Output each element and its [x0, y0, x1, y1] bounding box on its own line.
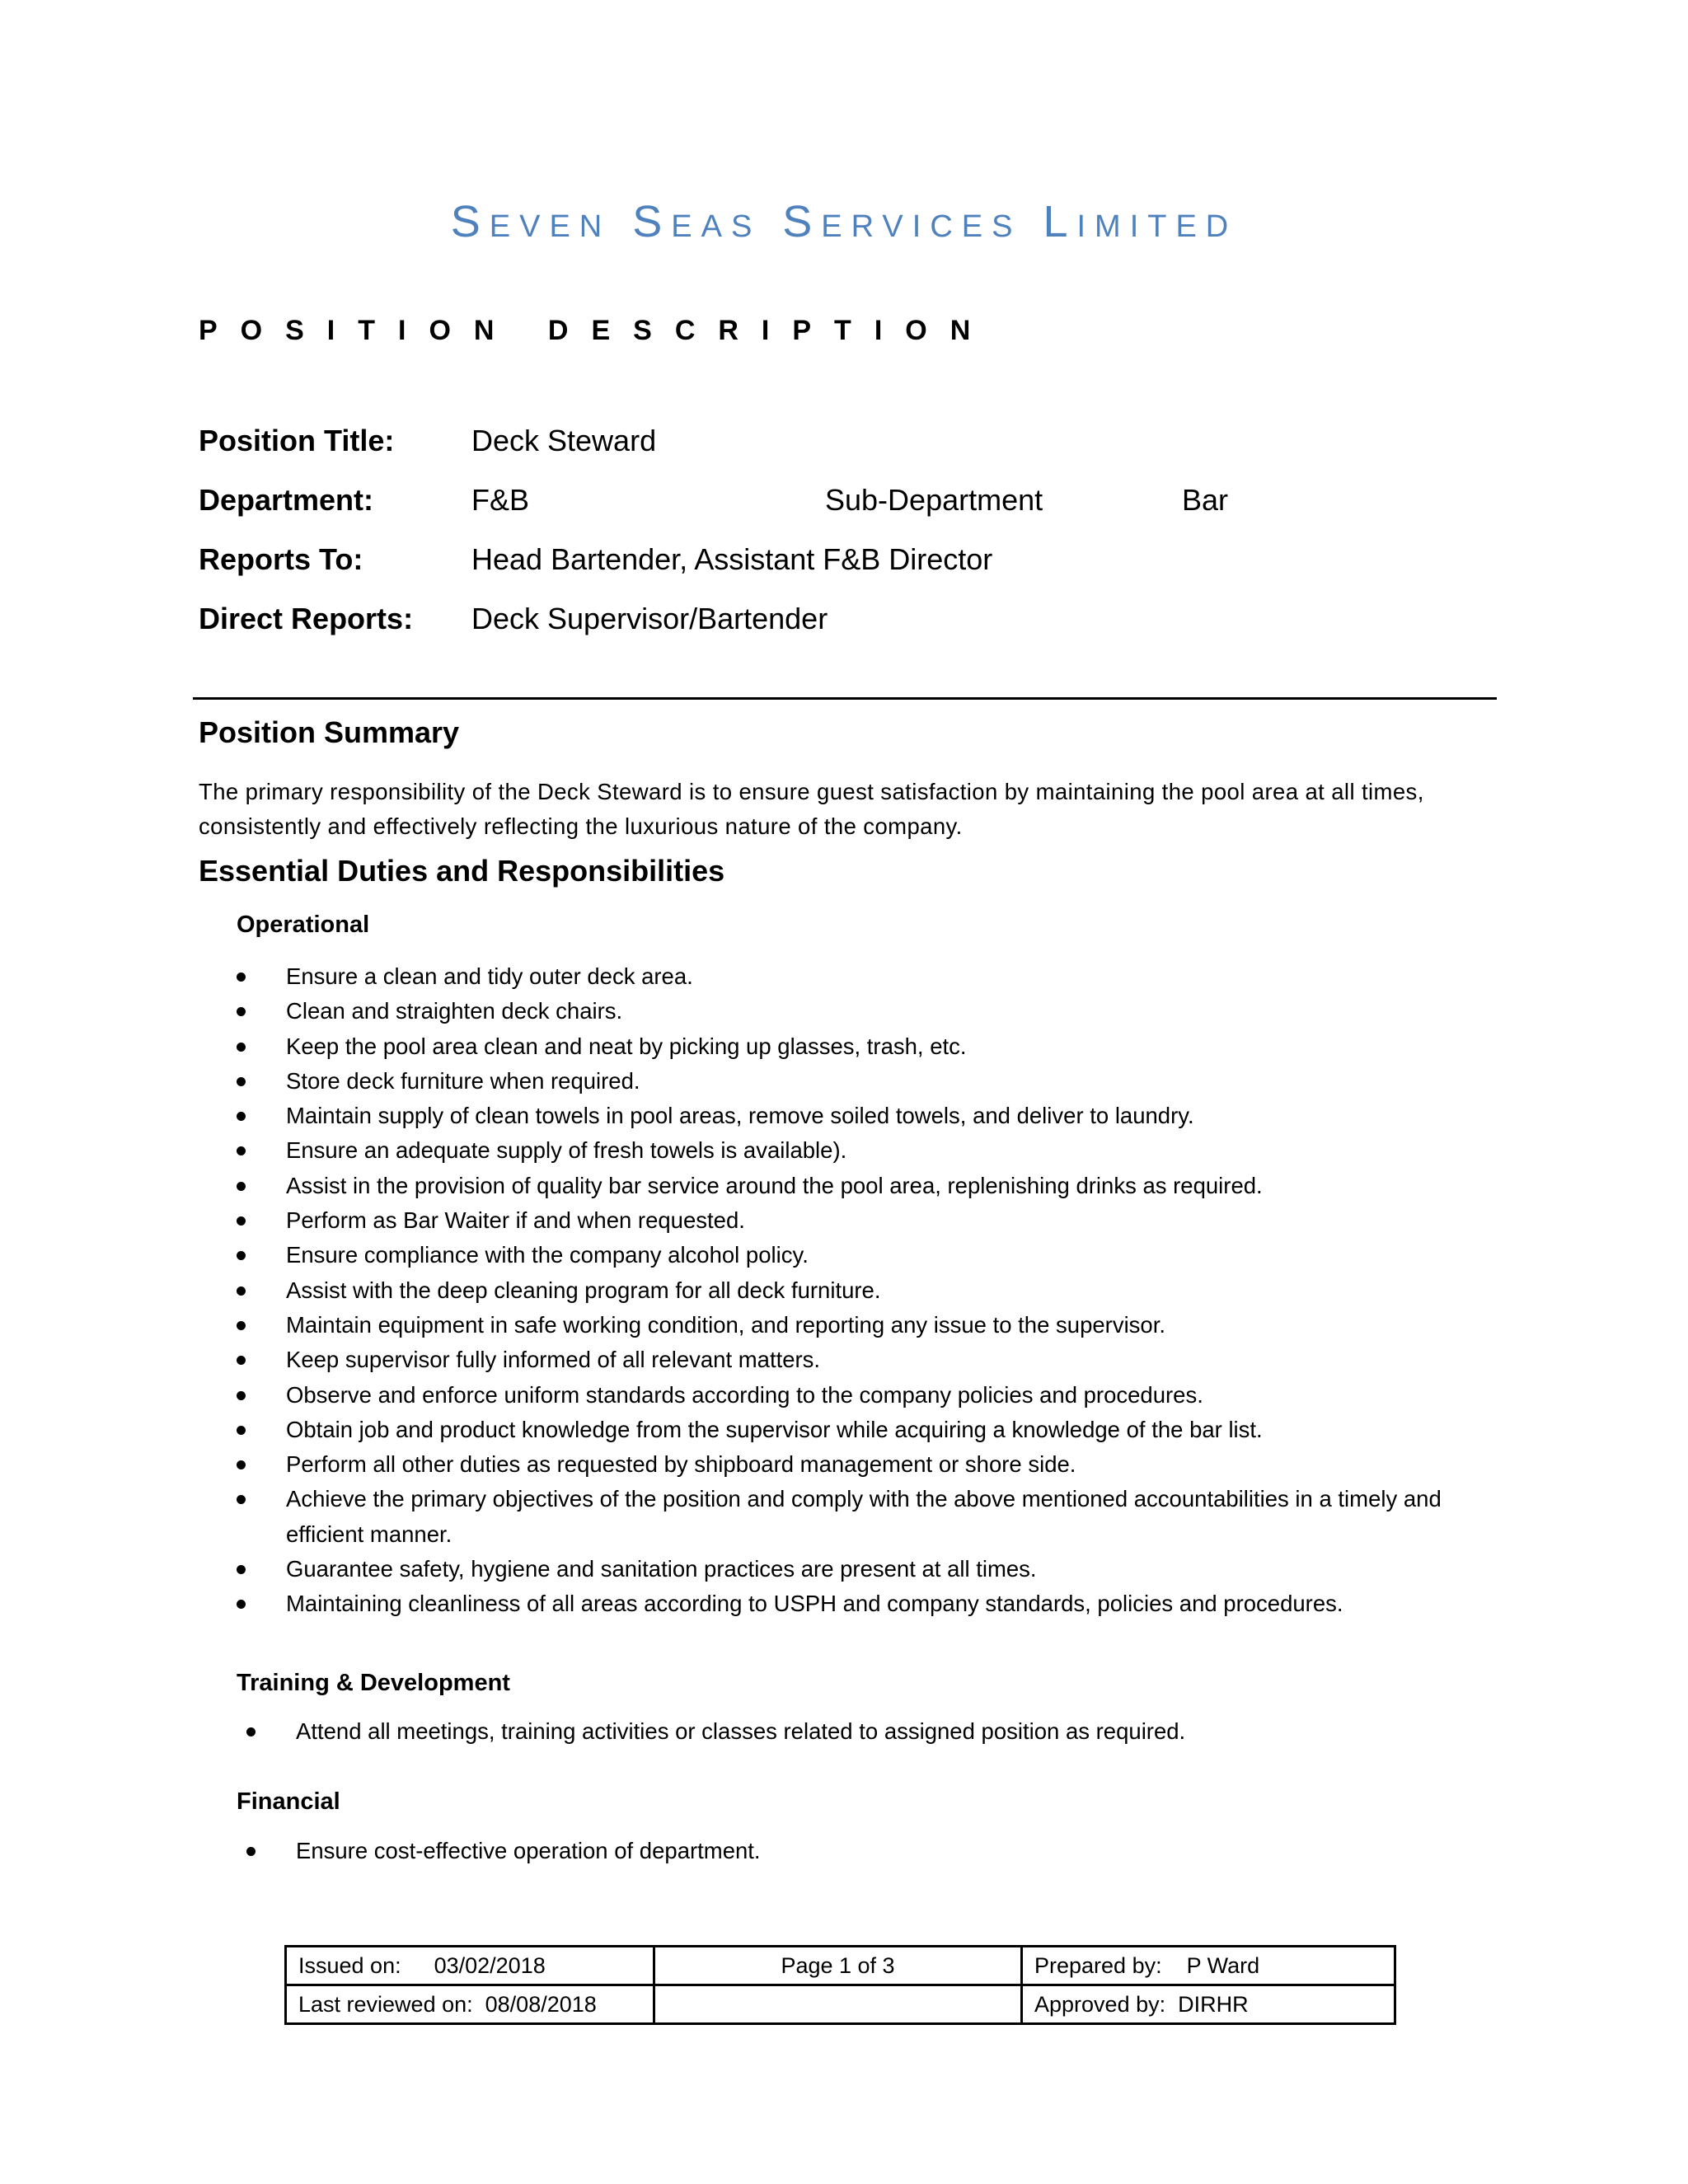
list-item-text: Ensure a clean and tidy outer deck area. — [286, 963, 693, 989]
list-item — [237, 1343, 1498, 1377]
duties-heading: Essential Duties and Responsibilities — [199, 854, 725, 888]
operational-list — [237, 959, 1498, 1622]
position-title-label: Position Title: — [199, 424, 395, 457]
operational-heading: Operational — [237, 912, 370, 938]
sub-department-label: Sub-Department — [825, 483, 1043, 517]
approved-value: DIRHR — [1178, 1991, 1249, 2017]
list-item — [237, 1482, 1498, 1552]
list-item — [237, 959, 1498, 994]
empty-cell — [654, 1985, 1022, 2024]
training-heading: Training & Development — [237, 1670, 510, 1696]
list-item — [237, 1064, 1498, 1099]
bullet-icon — [246, 1847, 256, 1856]
list-item — [237, 1378, 1498, 1413]
training-list — [237, 1714, 1498, 1749]
direct-reports-value: Deck Supervisor/Bartender — [471, 602, 828, 635]
list-item-text: Maintain equipment in safe working condition, and reporting any issue to the supervisor. — [286, 1311, 1166, 1338]
list-item-text: Obtain job and product knowledge from the supervisor while acquiring a knowledge of the bar list. — [286, 1416, 1263, 1442]
list-item-text: Guarantee safety, hygiene and sanitation practices are present at all times. — [286, 1556, 1037, 1582]
list-item-text: Ensure an adequate supply of fresh towels is available). — [286, 1137, 847, 1164]
page-number-cell — [654, 1947, 1022, 1985]
bullet-icon — [237, 1321, 246, 1330]
issued-cell — [286, 1947, 654, 1985]
position-summary-heading: Position Summary — [199, 715, 460, 749]
bullet-icon — [237, 1182, 246, 1191]
bullet-icon — [237, 1007, 246, 1016]
reviewed-label: Last reviewed on: — [298, 1991, 473, 2017]
approved-cell — [1022, 1985, 1395, 2024]
sub-department-value: Bar — [1182, 483, 1229, 517]
list-item-text: Attend all meetings, training activities or classes related to assigned position as required. — [296, 1718, 1186, 1744]
list-item-text: Observe and enforce uniform standards according to the company policies and procedures. — [286, 1381, 1203, 1408]
issued-value: 03/02/2018 — [434, 1952, 546, 1978]
reports-to-value: Head Bartender, Assistant F&B Director — [471, 542, 993, 576]
footer-row-1 — [286, 1947, 1395, 1985]
company-name: Seven Seas Services Limited — [450, 197, 1238, 246]
list-item-text: Assist with the deep cleaning program for all deck furniture. — [286, 1277, 881, 1303]
list-item — [237, 1834, 1498, 1868]
bullet-icon — [237, 1565, 246, 1574]
department-value: F&B — [471, 483, 530, 517]
list-item-text: Maintain supply of clean towels in pool areas, remove soiled towels, and deliver to laundry. — [286, 1103, 1194, 1129]
list-item — [237, 1133, 1498, 1168]
list-item-text: Perform all other duties as requested by shipboard management or shore side. — [286, 1451, 1076, 1478]
list-item — [237, 1308, 1498, 1343]
list-item-text: Maintaining cleanliness of all areas according to USPH and company standards, policies and procedures. — [286, 1591, 1343, 1617]
list-item — [237, 1714, 1498, 1749]
list-item-text: Store deck furniture when required. — [286, 1067, 640, 1094]
list-item — [237, 1273, 1498, 1308]
list-item — [237, 1169, 1498, 1203]
bullet-icon — [237, 1286, 246, 1296]
department-row — [199, 483, 1484, 524]
list-item-text: Keep supervisor fully informed of all relevant matters. — [286, 1347, 821, 1373]
list-item — [237, 1447, 1498, 1482]
bullet-icon — [237, 1216, 246, 1226]
approved-label: Approved by: — [1034, 1991, 1166, 2017]
bullet-icon — [237, 972, 246, 982]
document-type-heading: POSITION DESCRIPTION — [199, 315, 994, 346]
list-item-text: Achieve the primary objectives of the position and comply with the above mentioned accountabilities in a timely and efficient manner. — [286, 1486, 1442, 1547]
list-item — [237, 1238, 1498, 1272]
list-item — [237, 1029, 1498, 1064]
list-item-text: Ensure compliance with the company alcohol policy. — [286, 1242, 809, 1268]
footer-row-2 — [286, 1985, 1395, 2024]
bullet-icon — [237, 1112, 246, 1121]
list-item — [237, 1203, 1498, 1238]
list-item — [237, 1552, 1498, 1586]
bullet-icon — [237, 1146, 246, 1155]
financial-heading: Financial — [237, 1788, 340, 1815]
list-item-text: Assist in the provision of quality bar service around the pool area, replenishing drinks as required. — [286, 1172, 1263, 1198]
bullet-icon — [237, 1426, 246, 1435]
bullet-icon — [237, 1460, 246, 1469]
department-label: Department: — [199, 483, 374, 517]
bullet-icon — [237, 1600, 246, 1609]
direct-reports-row — [199, 602, 1484, 643]
bullet-icon — [237, 1251, 246, 1260]
footer-table — [284, 1945, 1396, 2025]
list-item-text: Keep the pool area clean and neat by picking up glasses, trash, etc. — [286, 1033, 967, 1059]
issued-label: Issued on: — [298, 1952, 401, 1978]
section-divider — [193, 697, 1497, 700]
reviewed-value: 08/08/2018 — [485, 1991, 597, 2017]
prepared-value: P Ward — [1186, 1952, 1260, 1978]
financial-list — [237, 1834, 1498, 1868]
bullet-icon — [237, 1495, 246, 1504]
prepared-label: Prepared by: — [1034, 1952, 1162, 1978]
reports-to-label: Reports To: — [199, 542, 363, 576]
list-item — [237, 994, 1498, 1029]
page-number: Page 1 of 3 — [781, 1952, 895, 1978]
direct-reports-label: Direct Reports: — [199, 602, 414, 635]
prepared-cell — [1022, 1947, 1395, 1985]
list-item-text: Ensure cost-effective operation of department. — [296, 1838, 761, 1863]
bullet-icon — [237, 1077, 246, 1086]
reports-to-row — [199, 542, 1484, 583]
position-title-row — [199, 424, 1484, 465]
bullet-icon — [237, 1356, 246, 1365]
list-item — [237, 1586, 1498, 1621]
reviewed-cell — [286, 1985, 654, 2024]
position-summary-text: The primary responsibility of the Deck Steward is to ensure guest satisfaction by maintaining the pool area at all times, consistently and effectively reflecting the luxurious nature of the company. — [199, 779, 1424, 839]
position-title-value: Deck Steward — [471, 424, 657, 457]
list-item — [237, 1413, 1498, 1447]
bullet-icon — [237, 1043, 246, 1052]
bullet-icon — [246, 1727, 256, 1736]
bullet-icon — [237, 1391, 246, 1400]
list-item-text: Clean and straighten deck chairs. — [286, 998, 623, 1024]
list-item — [237, 1099, 1498, 1133]
list-item-text: Perform as Bar Waiter if and when requested. — [286, 1207, 745, 1234]
